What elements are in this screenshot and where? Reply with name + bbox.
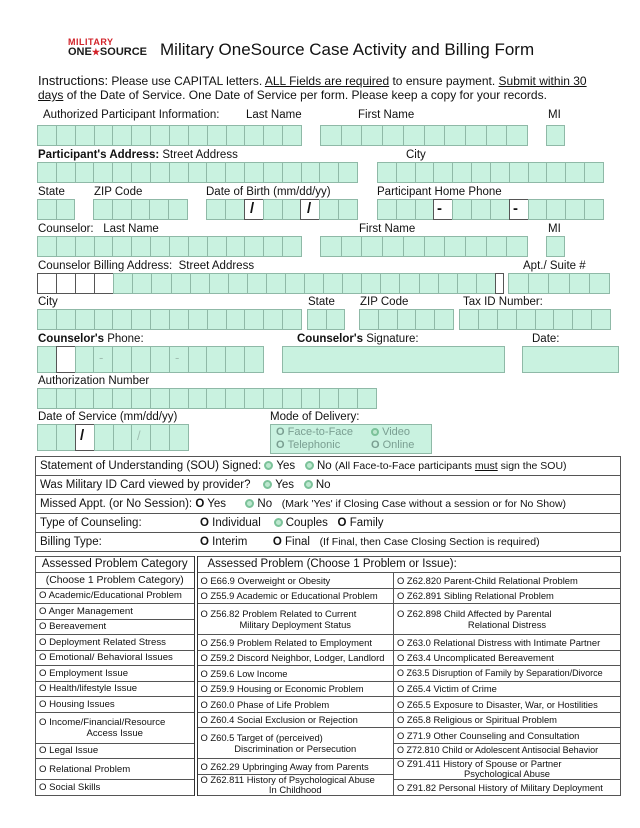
- missed-yes-radio[interactable]: O: [195, 498, 205, 510]
- sou-note-2: sign the SOU): [497, 460, 567, 472]
- radio-online[interactable]: O: [371, 439, 380, 451]
- sou-yes-radio-icon[interactable]: [264, 461, 273, 470]
- billing-type-row: [35, 532, 621, 552]
- radio-video-icon[interactable]: [371, 428, 379, 436]
- problem-option[interactable]: O Z72.810 Child or Adolescent Antisocial Behavior: [394, 743, 621, 759]
- individual-radio[interactable]: O: [200, 517, 209, 529]
- counselor-first-name-field[interactable]: [320, 236, 528, 257]
- problem-option-line-2: Military Deployment Status: [239, 619, 351, 630]
- counselor-first-name-label: First Name: [359, 223, 416, 235]
- problem-option[interactable]: [394, 604, 621, 635]
- category-option[interactable]: [36, 712, 196, 743]
- radio-face-to-face[interactable]: O: [276, 426, 285, 438]
- instructions: [38, 74, 603, 102]
- problem-option[interactable]: O Z60.0 Phase of Life Problem: [196, 697, 394, 713]
- participant-last-name-field[interactable]: [37, 125, 302, 146]
- sou-note-must: must: [474, 460, 498, 472]
- missed-note: (Mark 'Yes' if Closing Case without a session or for No Show): [281, 498, 567, 510]
- id-no-label: No: [315, 479, 331, 491]
- problem-option-line-1: O Z62.898 Child Affected by Parental: [397, 608, 552, 619]
- mode-telephonic[interactable]: [276, 439, 371, 452]
- instructions-text-1: Please use CAPITAL letters.: [108, 74, 265, 88]
- problem-option-line-1: O Z56.82 Problem Related to Current: [200, 608, 357, 619]
- logo-star-icon: ★: [91, 47, 100, 57]
- counselor-signature-label: [297, 333, 419, 345]
- problem-table: [35, 556, 621, 796]
- instructions-text-3: of the Date of Service. One Date of Service per form. Please keep a copy for your records.: [63, 88, 547, 102]
- problem-option[interactable]: [196, 604, 394, 635]
- interim-label: Interim: [212, 536, 248, 548]
- counselor-state-field[interactable]: [307, 309, 345, 330]
- counselor-billing-label: [38, 260, 254, 272]
- counselor-last-name-field[interactable]: [37, 236, 302, 257]
- counselor-mi-label: MI: [548, 223, 561, 235]
- counselor-signature-text: Signature:: [363, 333, 419, 345]
- mode-video[interactable]: [371, 426, 410, 439]
- problem-option[interactable]: [394, 759, 621, 780]
- mode-telephonic-label: Telephonic: [287, 439, 341, 451]
- participant-city-label: City: [406, 149, 426, 161]
- participant-street-label: Street Address: [162, 149, 238, 161]
- counselor-phone-label: [38, 333, 144, 345]
- counselor-tax-field[interactable]: [459, 309, 611, 330]
- missed-appt-label: Missed Appt. (or No Session):: [40, 498, 193, 510]
- participant-first-name-field[interactable]: [320, 125, 528, 146]
- problem-option[interactable]: O Z91.82 Personal History of Military Deployment: [394, 780, 621, 796]
- radio-telephonic[interactable]: O: [276, 439, 285, 451]
- instructions-required: ALL Fields are required: [264, 74, 390, 88]
- counselor-tax-label: Tax ID Number:: [463, 296, 543, 308]
- counselor-phone-text: Phone:: [104, 333, 144, 345]
- date-of-service-label: Date of Service (mm/dd/yy): [38, 411, 178, 423]
- service-date-slash-1: /: [80, 427, 85, 444]
- counselor-phone-dash-2: -: [175, 350, 180, 365]
- id-card-label: Was Military ID Card viewed by provider?: [40, 479, 251, 491]
- category-option[interactable]: O Anger Management: [36, 604, 196, 620]
- logo-onesource: [68, 46, 147, 58]
- problem-option-line-1: O Z62.811 History of Psychological Abuse: [200, 773, 375, 785]
- category-header: Assessed Problem Category: [36, 557, 196, 573]
- problem-option[interactable]: O Z56.9 Problem Related to Employment: [196, 635, 394, 651]
- sou-label: Statement of Understanding (SOU) Signed:: [40, 460, 262, 472]
- category-option[interactable]: O Housing Issues: [36, 697, 196, 713]
- missed-appt-row: [35, 494, 621, 514]
- counselor-last-name-label: Last Name: [103, 223, 159, 235]
- phone-dash-1: -: [437, 200, 442, 217]
- counseling-type-label: Type of Counseling:: [40, 517, 142, 529]
- date-of-service-field[interactable]: [37, 424, 189, 451]
- counselor-city-label: City: [38, 296, 58, 308]
- dob-slash-1: /: [250, 200, 255, 217]
- problem-option-line-2: Psychological Abuse: [464, 768, 550, 779]
- problem-option[interactable]: O Z65.5 Exposure to Disaster, War, or Hostilities: [394, 697, 621, 713]
- logo-military: MILITARY: [68, 37, 114, 47]
- counselor-mi-field[interactable]: [546, 236, 565, 257]
- sou-note-1: (All Face-to-Face participants: [334, 460, 475, 472]
- interim-radio[interactable]: O: [200, 536, 209, 548]
- couples-label: Couples: [285, 517, 328, 529]
- sou-note: [335, 460, 567, 472]
- participant-last-name-label: Last Name: [246, 109, 302, 121]
- problem-option[interactable]: O Z63.5 Disruption of Family by Separation/Divorce: [394, 666, 621, 682]
- participant-street-field[interactable]: [37, 162, 358, 183]
- counselor-signature-bold: Counselor's: [297, 333, 363, 345]
- problem-option[interactable]: O Z59.9 Housing or Economic Problem: [196, 681, 394, 697]
- mode-video-label: Video: [382, 426, 410, 438]
- logo-source: SOURCE: [99, 46, 147, 58]
- counselor-apt-label: Apt./ Suite #: [523, 260, 586, 272]
- category-option[interactable]: O Employment Issue: [36, 666, 196, 682]
- problem-option[interactable]: O Z63.4 Uncomplicated Bereavement: [394, 650, 621, 666]
- instructions-deadline: Submit within 30 days: [38, 74, 587, 102]
- problem-option[interactable]: O Z63.0 Relational Distress with Intimate Partner: [394, 635, 621, 651]
- mode-online[interactable]: [371, 439, 414, 452]
- counselor-date-field[interactable]: [522, 346, 619, 373]
- participant-address-label: [38, 149, 238, 161]
- counselor-apt-field[interactable]: [508, 273, 610, 294]
- category-option[interactable]: O Legal Issue: [36, 743, 196, 759]
- problem-option[interactable]: [196, 728, 394, 759]
- counselor-street-field[interactable]: [37, 273, 504, 294]
- category-option[interactable]: O Social Skills: [36, 780, 196, 796]
- problem-option[interactable]: O Z62.820 Parent-Child Relational Problem: [394, 573, 621, 589]
- couples-radio-icon[interactable]: [274, 518, 283, 527]
- family-radio[interactable]: O: [337, 517, 347, 529]
- missed-no-label: No: [257, 498, 273, 510]
- problem-option-line-2: Discrimination or Persecution: [234, 743, 357, 754]
- mode-online-label: Online: [382, 439, 415, 451]
- problem-option[interactable]: O Z62.891 Sibling Relational Problem: [394, 588, 621, 604]
- category-option-line-2: Access Issue: [86, 727, 144, 739]
- counselor-zip-field[interactable]: [359, 309, 454, 330]
- participant-phone-field[interactable]: [377, 199, 604, 220]
- counselor-label: [38, 223, 159, 235]
- final-radio[interactable]: O: [272, 536, 282, 548]
- participant-zip-field[interactable]: [93, 199, 188, 220]
- counselor-city-field[interactable]: [37, 309, 302, 330]
- mode-face-to-face[interactable]: [276, 426, 371, 439]
- counselor-billing-title: Counselor Billing Address:: [38, 260, 173, 272]
- mode-of-delivery-options[interactable]: [270, 424, 432, 454]
- individual-label: Individual: [212, 517, 261, 529]
- authorization-field[interactable]: [37, 388, 377, 409]
- problem-option[interactable]: O Z71.9 Other Counseling and Consultation: [394, 728, 621, 744]
- counselor-phone-bold: Counselor's: [38, 333, 104, 345]
- sou-row: [35, 456, 621, 476]
- missed-yes-label: Yes: [207, 498, 227, 510]
- participant-state-label: State: [38, 186, 65, 198]
- final-label: Final: [285, 536, 310, 548]
- counselor-zip-label: ZIP Code: [360, 296, 409, 308]
- problem-option[interactable]: O Z62.29 Upbringing Away from Parents: [196, 759, 394, 775]
- authorization-label: Authorization Number: [38, 375, 150, 387]
- sou-no-label: No: [316, 460, 332, 472]
- id-no-radio-icon[interactable]: [304, 480, 313, 489]
- form-title: Military OneSource Case Activity and Billing Form: [160, 40, 535, 59]
- problem-option[interactable]: [196, 774, 394, 795]
- participant-zip-label: ZIP Code: [94, 186, 143, 198]
- category-option[interactable]: O Academic/Educational Problem: [36, 588, 196, 604]
- category-option[interactable]: O Health/lifestyle Issue: [36, 681, 196, 697]
- mode-of-delivery-label: Mode of Delivery:: [270, 411, 360, 423]
- problem-option[interactable]: O E66.9 Overweight or Obesity: [196, 573, 394, 589]
- counselor-title: Counselor:: [38, 223, 94, 235]
- participant-first-name-label: First Name: [358, 109, 415, 121]
- counselor-signature-field[interactable]: [282, 346, 505, 373]
- category-option[interactable]: O Deployment Related Stress: [36, 635, 196, 651]
- problem-option-line-2: In Childhood: [268, 783, 322, 795]
- auth-participant-label: Authorized Participant Information:: [43, 109, 220, 121]
- problem-option-line-1: O Z60.5 Target of (perceived): [200, 732, 323, 743]
- id-card-row: [35, 475, 621, 495]
- id-yes-radio-icon[interactable]: [263, 480, 272, 489]
- counselor-street-label: Street Address: [178, 260, 255, 272]
- counselor-phone-dash-1: -: [99, 350, 104, 365]
- problem-option[interactable]: O Z59.2 Discord Neighbor, Lodger, Landlord: [196, 650, 394, 666]
- participant-city-field[interactable]: [377, 162, 604, 183]
- billing-type-label: Billing Type:: [40, 536, 102, 548]
- problem-option[interactable]: O Z55.9 Academic or Educational Problem: [196, 588, 394, 604]
- family-label: Family: [349, 517, 384, 529]
- participant-address-bold: Participant's Address:: [38, 149, 160, 161]
- problem-option[interactable]: O Z65.4 Victim of Crime: [394, 681, 621, 697]
- category-option[interactable]: O Bereavement: [36, 619, 196, 635]
- category-option-line-1: O Income/Financial/Resource: [39, 716, 166, 728]
- dob-slash-2: /: [307, 200, 312, 217]
- counselor-state-label: State: [308, 296, 335, 308]
- participant-mi-field[interactable]: [546, 125, 565, 146]
- instructions-label: Instructions:: [38, 73, 109, 88]
- phone-dash-2: -: [513, 200, 518, 217]
- logo-one: ONE: [68, 46, 92, 58]
- mode-face-to-face-label: Face-to-Face: [287, 426, 354, 438]
- counselor-date-label: Date:: [532, 333, 560, 345]
- participant-state-field[interactable]: [37, 199, 75, 220]
- counseling-type-row: [35, 513, 621, 533]
- final-note: (If Final, then Case Closing Section is required): [319, 536, 540, 548]
- category-subheader: (Choose 1 Problem Category): [36, 573, 196, 589]
- problem-option[interactable]: O Z59.6 Low Income: [196, 666, 394, 682]
- problem-option-line-2: Relational Distress: [467, 619, 547, 630]
- id-yes-label: Yes: [275, 479, 295, 491]
- counselor-phone-field[interactable]: [37, 346, 264, 373]
- service-date-slash-2: /: [137, 428, 141, 443]
- category-option[interactable]: O Relational Problem: [36, 759, 196, 780]
- category-option[interactable]: O Emotional/ Behavioral Issues: [36, 650, 196, 666]
- missed-no-radio-icon[interactable]: [245, 499, 254, 508]
- participant-phone-label: Participant Home Phone: [377, 186, 502, 198]
- problem-option-line-1: O Z91.411 History of Spouse or Partner: [397, 758, 562, 769]
- participant-dob-field[interactable]: [206, 199, 358, 220]
- problem-header: Assessed Problem (Choose 1 Problem or Issue):: [196, 557, 621, 573]
- sou-yes-label: Yes: [276, 460, 296, 472]
- participant-mi-label: MI: [548, 109, 561, 121]
- instructions-text-2: to ensure payment.: [389, 74, 499, 88]
- problem-option[interactable]: O Z60.4 Social Exclusion or Rejection: [196, 712, 394, 728]
- participant-dob-label: Date of Birth (mm/dd/yy): [206, 186, 331, 198]
- sou-no-radio-icon[interactable]: [305, 461, 314, 470]
- problem-option[interactable]: O Z65.8 Religious or Spiritual Problem: [394, 712, 621, 728]
